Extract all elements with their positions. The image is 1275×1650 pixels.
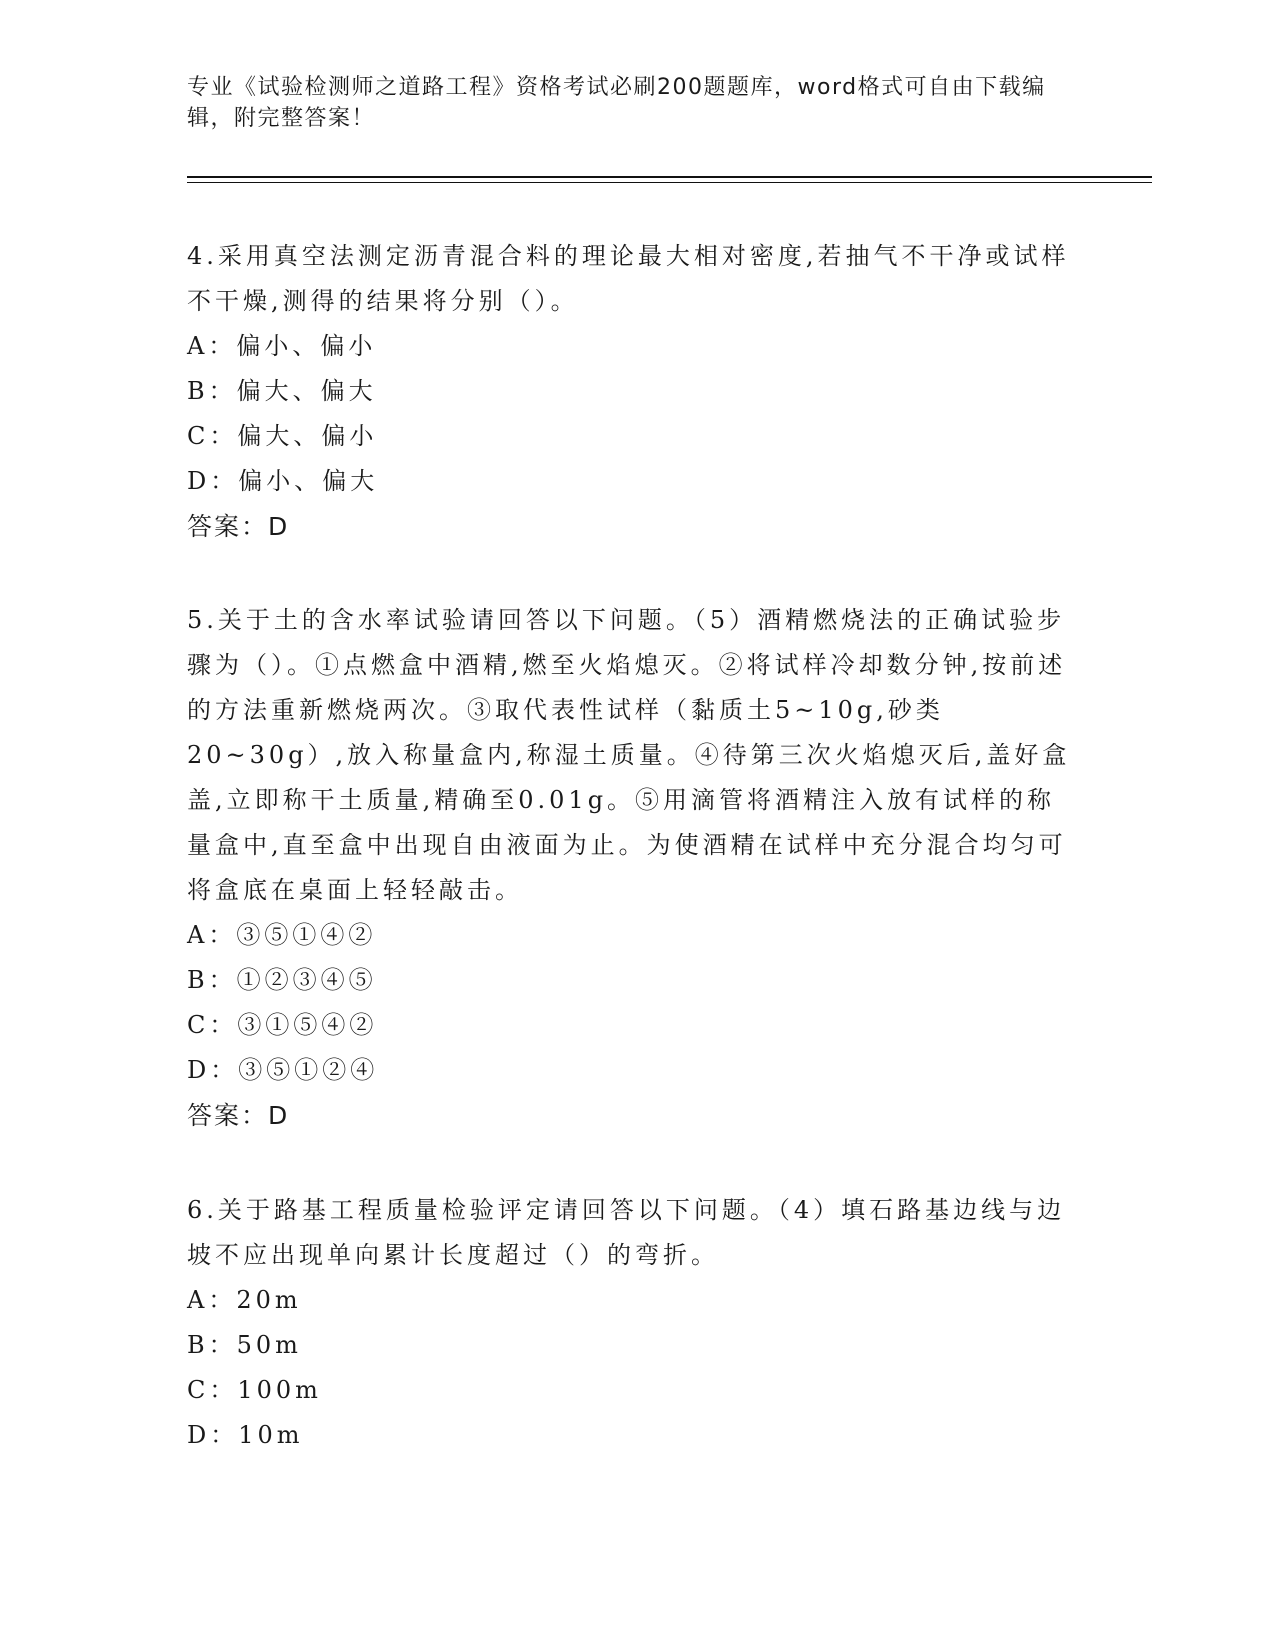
option-c: C：③①⑤④② bbox=[187, 1011, 378, 1039]
question-stem: 4.采用真空法测定沥青混合料的理论最大相对密度,若抽气不干净或试样不干燥,测得的结果将分别（）。 bbox=[187, 242, 1070, 315]
answer-line: 答案：D bbox=[187, 1101, 290, 1130]
option-a: A：偏小、偏小 bbox=[187, 332, 377, 360]
option-b: B：50m bbox=[187, 1331, 302, 1359]
header-rule-thick bbox=[187, 176, 1152, 178]
option-b: B：①②③④⑤ bbox=[187, 966, 377, 994]
answer-line: 答案：D bbox=[187, 512, 290, 541]
question-5 bbox=[187, 598, 1077, 1138]
option-d: D：偏小、偏大 bbox=[187, 467, 379, 495]
document-header: 专业《试验检测师之道路工程》资格考试必刷200题题库，word格式可自由下载编辑，附完整答案！ bbox=[187, 75, 1046, 131]
option-a: A：③⑤①④② bbox=[187, 921, 377, 949]
option-b: B：偏大、偏大 bbox=[187, 377, 377, 405]
question-4 bbox=[187, 234, 1077, 549]
option-d: D：③⑤①②④ bbox=[187, 1056, 379, 1084]
option-d: D：10m bbox=[187, 1421, 304, 1449]
option-c: C：偏大、偏小 bbox=[187, 422, 378, 450]
question-stem: 5.关于土的含水率试验请回答以下问题。（5）酒精燃烧法的正确试验步骤为（）。①点燃盒中酒精,燃至火焰熄灭。②将试样冷却数分钟,按前述的方法重新燃烧两次。③取代表性试样（黏质土5~10g,砂类20~30g）,放入称量盒内,称湿土质量。④待第三次火焰熄灭后,盖好盒盖,立即称干土质量,精确至0.01g。⑤用滴管将酒精注入放有试样的称量盒中,直至盒中出现自由液面为止。为使酒精在试样中充分混合均匀可将盒底在桌面上轻轻敲击。 bbox=[187, 606, 1071, 904]
question-stem: 6.关于路基工程质量检验评定请回答以下问题。（4）填石路基边线与边坡不应出现单向累计长度超过（）的弯折。 bbox=[187, 1196, 1066, 1269]
header-rule-thin bbox=[187, 182, 1152, 183]
option-a: A：20m bbox=[187, 1286, 302, 1314]
question-6 bbox=[187, 1188, 1077, 1458]
option-c: C：100m bbox=[187, 1376, 322, 1404]
